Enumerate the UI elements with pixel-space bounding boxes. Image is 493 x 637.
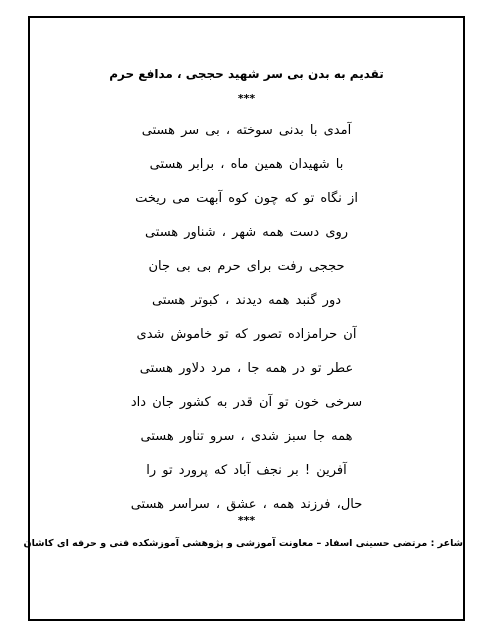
verse-line: حال، فرزند همه ، عشق ، سراسر هستی: [130, 497, 363, 512]
verse-line: دور گنبد همه دیدند ، کبوتر هستی: [151, 293, 342, 308]
verse-line: از نگاه تو که چون کوه آبهت می ریخت: [135, 191, 358, 206]
poet-credit: شاعر : مرتضی حسینی اسفاد – معاونت آموزشی و پژوهشی آموزشکده فنی و حرفه ای کاشان: [23, 538, 463, 549]
verse-line: آفرین ! بر نجف آباد که پرورد تو را: [146, 463, 347, 478]
verse-line: روی دست همه شهر ، شناور هستی: [144, 225, 349, 240]
verse-line: عطر تو در همه جا ، مرد دلاور هستی: [139, 361, 354, 376]
verse-line: حججی رفت برای حرم بی بی جان: [148, 259, 345, 274]
verse-line: با شهیدان همین ماه ، برابر هستی: [149, 157, 344, 172]
document-page: [23, 16, 465, 621]
verse-line: همه جا سبز شدی ، سرو تناور هستی: [140, 429, 353, 444]
verse-line: سرخی خون تو آن قدر به کشور جان داد: [130, 395, 363, 410]
poem-title: تقدیم به بدن بی سر شهید حججی ، مدافع حرم: [109, 67, 384, 81]
poem-verses: [30, 120, 463, 528]
separator-bottom: ***: [237, 514, 256, 527]
separator-top: ***: [237, 92, 256, 105]
verse-line: آمدی با بدنی سوخته ، بی سر هستی: [141, 123, 352, 138]
verse-line: آن حرامزاده تصور که تو خاموش شدی: [136, 327, 357, 342]
